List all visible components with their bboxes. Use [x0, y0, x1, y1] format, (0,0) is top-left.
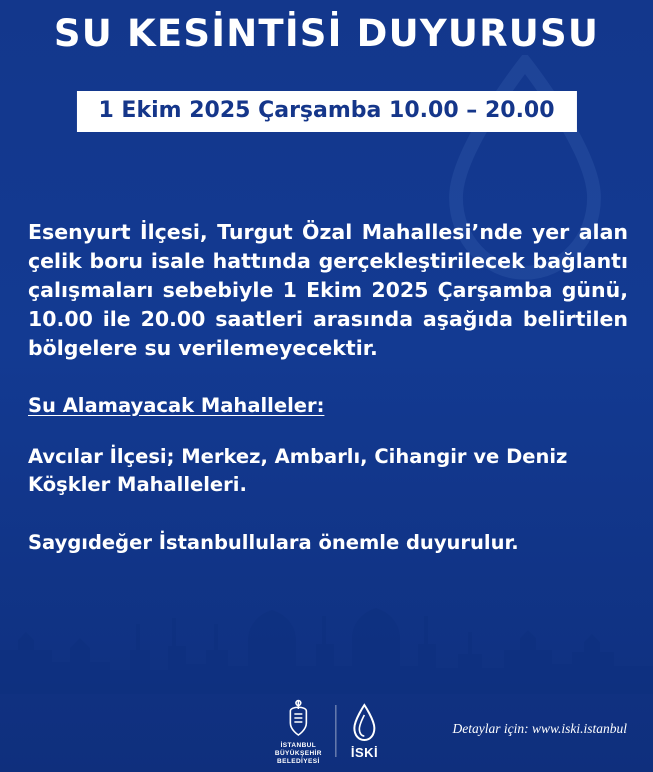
closing-text: Saygıdeğer İstanbullulara önemle duyurulur.	[28, 531, 519, 555]
date-banner: 1 Ekim 2025 Çarşamba 10.00 – 20.00	[76, 91, 576, 132]
logo-group	[275, 697, 378, 766]
details-url[interactable]: www.iski.istanbul	[531, 721, 627, 736]
affected-areas-text: Avcılar İlçesi; Merkez, Ambarlı, Cihangir ve Deniz Köşkler Mahalleleri.	[28, 444, 568, 496]
ibb-logo-text	[275, 742, 322, 766]
affected-areas-subheading: Su Alamayacak Mahalleler:	[28, 393, 325, 417]
details-line	[453, 721, 628, 737]
details-prefix: Detaylar için:	[452, 721, 529, 736]
ibb-crest-icon	[280, 697, 316, 739]
iski-logo-label: İSKİ	[350, 744, 379, 760]
footer	[0, 680, 653, 772]
iski-logo	[351, 703, 378, 760]
announcement-body	[28, 218, 628, 556]
ibb-logo	[275, 697, 322, 766]
ibb-logo-line-1: İSTANBUL	[280, 741, 317, 749]
ibb-logo-line-2: BÜYÜKŞEHİR	[274, 749, 322, 757]
main-paragraph: Esenyurt İlçesi, Turgut Özal Mahallesi’nde yer alan çelik boru isale hattında gerçekleştirilecek bağlantı çalışmaları sebebiyle 1 Ekim 2025 Çarşamba günü, 10.00 ile 20.00 saatleri arasında aşağıda belirtilen bölgelere su verilemeyecektir.	[28, 220, 628, 361]
page-title: SU KESİNTİSİ DUYURUSU	[53, 12, 600, 55]
ibb-logo-line-3: BELEDİYESİ	[277, 757, 320, 765]
iski-droplet-icon	[351, 703, 377, 743]
logo-divider	[336, 705, 337, 757]
istanbul-skyline-silhouette	[0, 554, 653, 694]
